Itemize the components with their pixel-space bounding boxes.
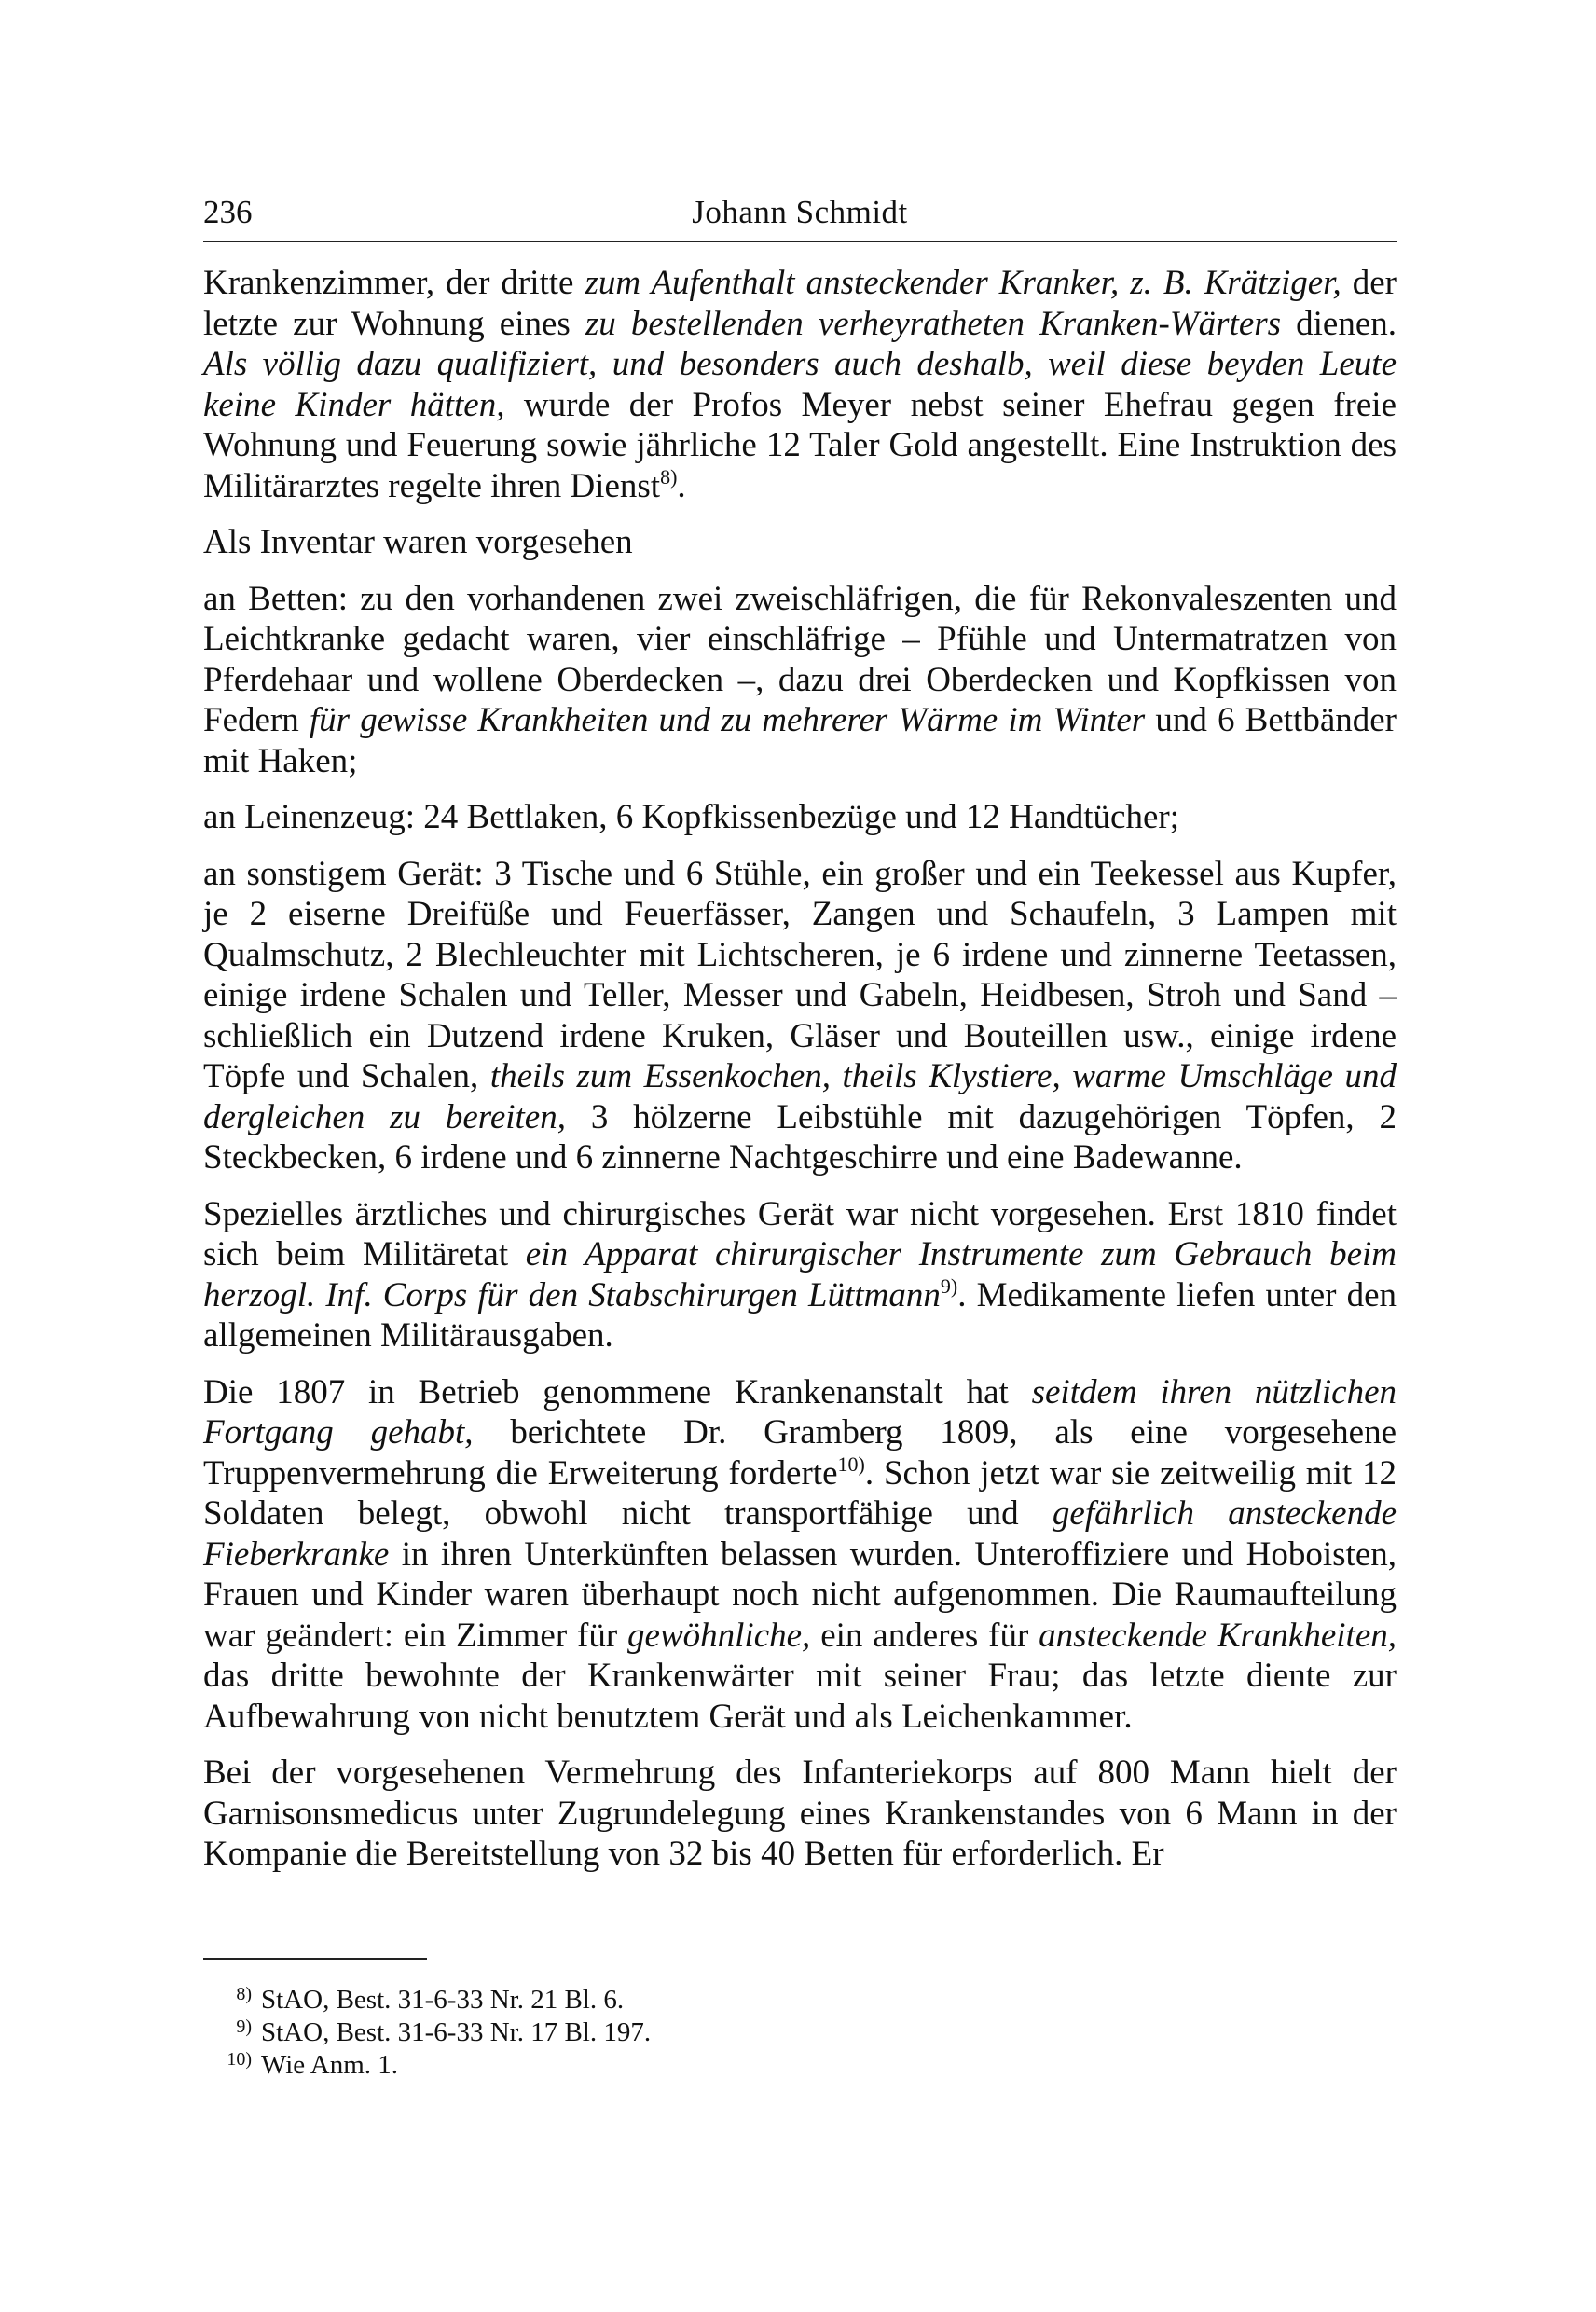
text-run: der letzte zur Wohnung eines [203,264,1396,343]
text-run: Krankenzimmer, der dritte [203,264,585,302]
paragraph [203,1753,1396,1875]
italic-quote: zum Aufenthalt ansteckender Kranker, z. B. Krätziger, [585,264,1341,302]
text-run: Die 1807 in Betrieb genommene Krankenanstalt hat [203,1372,1032,1411]
footnote-reference: 9) [940,1273,958,1298]
italic-quote: seitdem ihren nützlichen Fortgang gehabt, [203,1372,1396,1452]
text-run: Spezielles ärztliches und chirurgisches Gerät war nicht vorgesehen. Erst 1810 findet sich beim Militäretat [203,1194,1396,1273]
text-run: an Betten: zu den vorhandenen zwei zweischläfrigen, die für Rekonvaleszenten und Leichtkranke gedacht waren, vier einschläfrige – Pfühle und Untermatratzen von Pferdehaar und wollene Oberdecken –, dazu drei Oberdecken und Kopfkissen von Federn [203,579,1396,739]
italic-quote: für gewisse Krankheiten und zu mehrerer Wärme im Winter [309,701,1146,739]
running-title: Johann Schmidt [692,194,908,230]
paragraph [203,579,1396,782]
footnote-mark: 10) [227,2049,252,2070]
italic-quote: zu bestellenden verheyratheten Kranken-Wärters [585,304,1282,343]
footnote [203,2016,1396,2049]
text-run: Als Inventar waren vorgesehen [203,523,633,561]
footnote-reference: 10) [837,1452,865,1476]
text-run: . [677,466,686,505]
header-rule [203,241,1396,242]
italic-quote: ansteckende Krankheiten, [1039,1616,1396,1655]
paragraph [203,522,1396,563]
running-head [203,186,1396,229]
footnote-text: StAO, Best. 31-6-33 Nr. 17 Bl. 197. [261,2017,652,2047]
footnote-text: StAO, Best. 31-6-33 Nr. 21 Bl. 6. [261,1985,625,2015]
paragraph [203,797,1396,838]
main-text [203,263,1396,1891]
text-run: . Schon jetzt war sie zeitweilig mit 12 Soldaten belegt, obwohl nicht transportfähige und [203,1453,1396,1533]
text-run: an Leinenzeug: 24 Bettlaken, 6 Kopfkissenbezüge und 12 Handtücher; [203,798,1179,836]
footnote [203,2049,1396,2082]
text-run: wurde der Profos Meyer nebst seiner Ehefrau gegen freie Wohnung und Feuerung sowie jährliche 12 Taler Gold angestellt. Eine Instruktion des Militärarztes regelte ihren Dienst [203,385,1396,505]
paragraph [203,1372,1396,1738]
italic-quote: gewöhnliche, [627,1616,811,1655]
text-run: berichtete Dr. Gramberg 1809, als eine vorgesehene Truppenvermehrung die Erweiterung forderte [203,1413,1396,1493]
footnote [203,1984,1396,2016]
italic-quote: gefährlich ansteckende Fieberkranke [203,1494,1396,1574]
footnote-text: Wie Anm. 1. [261,2050,399,2080]
page-number: 236 [203,194,253,230]
footnotes [203,1984,1396,2082]
paragraph [203,1194,1396,1356]
text-run: dienen. [1281,304,1397,343]
text-run: Bei der vorgesehenen Vermehrung des Infanteriekorps auf 800 Mann hielt der Garnisonsmedicus unter Zugrundelegung eines Krankenstandes von 6 Mann in der Kompanie die Bereitstellung von 32 bis 40 Betten für erforderlich. Er [203,1754,1396,1873]
text-run: ein anderes für [810,1616,1039,1655]
footnote-mark: 9) [236,2016,252,2037]
text-run: an sonstigem Gerät: 3 Tische und 6 Stühle, ein großer und ein Teekessel aus Kupfer, je 2 eiserne Dreifüße und Feuerfässer, Zangen und Schaufeln, 3 Lampen mit Qualmschutz, 2 Blechleuchter mit Lichtscheren, je 6 irdene und zinnerne Teetassen, einige irdene Schalen und Teller, Messer und Gabeln, Heidbesen, Stroh und Sand – schließlich ein Dutzend irdene Kruken, Gläser und Bouteillen usw., einige irdene Töpfe und Schalen, [203,854,1396,1095]
italic-quote: ein Apparat chirurgischer Instrumente zum Gebrauch beim herzogl. Inf. Corps für den Stabschirurgen Lüttmann [203,1235,1396,1314]
text-run: das dritte bewohnte der Krankenwärter mit seiner Frau; das letzte diente zur Aufbewahrung von nicht benutztem Gerät und als Leichenkammer. [203,1657,1396,1736]
text-run: . Medikamente liefen unter den allgemeinen Militärausgaben. [203,1275,1397,1355]
text-run: in ihren Unterkünften belassen wurden. Unteroffiziere und Hoboisten, Frauen und Kinder waren überhaupt noch nicht aufgenommen. Die Raumaufteilung war geändert: ein Zimmer für [203,1534,1396,1655]
italic-quote: theils zum Essenkochen, theils Klystiere, warme Umschläge und dergleichen zu bereiten, [203,1057,1396,1136]
paragraph [203,854,1396,1178]
italic-quote: Als völlig dazu qualifiziert, und besonders auch deshalb, weil diese beyden Leute keine Kinder hätten, [203,345,1396,424]
text-run: 3 hölzerne Leibstühle mit dazugehörigen Töpfen, 2 Steckbecken, 6 irdene und 6 zinnerne Nachtgeschirre und eine Badewanne. [203,1097,1396,1177]
footnote-mark: 8) [236,1984,252,2004]
footnote-reference: 8) [660,464,678,489]
footnote-rule [203,1958,427,1960]
text-run: und 6 Bettbänder mit Haken; [203,701,1396,780]
paragraph [203,263,1396,506]
